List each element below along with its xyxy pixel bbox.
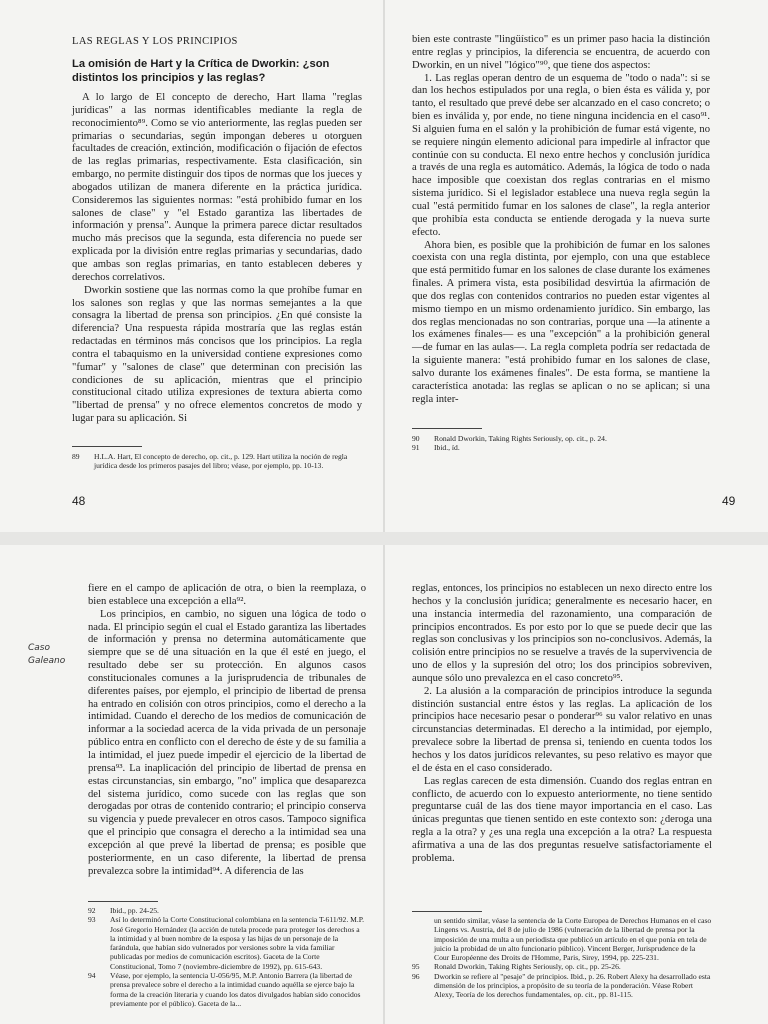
- footnote-rule: [72, 446, 142, 447]
- footnotes: [72, 452, 362, 471]
- page-49: [384, 0, 768, 532]
- footnote: un sentido similar, véase la sentencia de la Corte Europea de Derechos Humanos en el caso Lingens vs. Austria, del 8 de julio de 1986 (vulneración de la libertad de prensa por la imposición de una multa a un periodista que publicó un artículo en el que ponía en tela de juicio la probidad de un alto funcionario público). Vincent Berger, Jurisprudence de la Cour Européenne des Droits de l'Homme, Paris, Sirey, 1994, pp. 225-231.: [434, 916, 712, 963]
- footnote-rule: [88, 901, 158, 902]
- folio: 48: [72, 494, 86, 508]
- paragraph: fiere en el campo de aplicación de otra, o bien la reemplaza, o bien establece una excepción a ella⁹².: [88, 583, 366, 607]
- section-heading: La omisión de Hart y la Crítica de Dworkin: ¿son distintos los principios y las reglas?: [72, 58, 330, 84]
- footnote: 90 Ronald Dworkin, Taking Rights Seriously, op. cit., p. 24.: [412, 434, 607, 443]
- body-text: [412, 34, 710, 406]
- page-48: [0, 0, 384, 532]
- footnotes: [412, 434, 710, 453]
- running-head: LAS REGLAS Y LOS PRINCIPIOS: [72, 36, 238, 47]
- footnote: 96 Dworkin se refiere al "pesaje" de principios. Ibid., p. 26. Robert Alexy ha desarrollado esta dimensión de los principios, a propósito de su teoría de la ponderación. Véase Robert Alexy, Teoría de los derechos fundamentales, op. cit., pp. 81-115.: [412, 971, 711, 1000]
- paragraph: reglas, entonces, los principios no establecen un nexo directo entre los hechos y la conclusión jurídica; generalmente es necesario hacer, en una instancia intermedia del razonamiento, una comparación de principios encontrados. Es por esto por lo que se puede decir que las reglas son conclusivas y los principios son no-conclusivos. Además, la colisión entre principios no se resuelve a través de la supervivencia de uno de ellos y la supresión del otro; los dos principios sobreviven, aunque sólo uno prevalezca en el caso concreto⁹⁵.: [412, 583, 712, 684]
- body-text: [412, 583, 712, 866]
- footnote: 95 Ronald Dworkin, Taking Rights Seriously, op. cit., pp. 25-26.: [412, 962, 621, 972]
- footnote: 89 H.L.A. Hart, El concepto de derecho, op. cit., p. 129. Hart utiliza la noción de regla jurídica desde los primeros pasajes del libro; véase, por ejemplo, pp. 10-13.: [72, 452, 348, 471]
- body-text: [72, 92, 362, 426]
- folio: 49: [722, 494, 736, 508]
- footnote-rule: [412, 911, 482, 912]
- footnote: 93 Así lo determinó la Corte Constitucional colombiana en la sentencia T-611/92. M.P. José Gregorio Hernández (la acción de tutela procede para proteger los derechos a la intimidad y al buen nombre de la esposa y las hijas de un personaje de la farándula, que habían sido vulnerados por versiones sobre la vida familiar publicadas por medios de comunicación escritos). Gaceta de la Corte Constitucional, Tomo 7 (noviembre-diciembre de 1992), pp. 615-643.: [88, 915, 365, 971]
- footnotes: [88, 906, 366, 1008]
- paragraph: A lo largo de El concepto de derecho, Hart llama "reglas jurídicas" a las normas identificables mediante la regla de reconocimiento⁸⁹. Como se vio anteriormente, las reglas pueden ser primarias o secundarias, según impongan deberes u otorguen facultades de creación, extinción, modificación o fijación de efectos de las reglas primarias, respectivamente. Esta clasificación, sin embargo, no permite distinguir dos tipos de normas que los jueces y abogados utilizan de manera diferente en la práctica jurídica. Consideremos las siguientes normas: "está prohibido fumar en los salones de clase" y "el Estado garantiza las libertades de información y prensa". Aunque la primera parece dictar resultados mucho más precisos que la segunda, esta diferencia no puede ser explicada por la división entre reglas primarias y secundarias, dado que ambas son reglas primarias, en tanto establecen deberes y derechos correlativos.: [72, 92, 362, 283]
- handwritten-margin-note: Caso Galeano: [28, 643, 66, 666]
- footnote-rule: [412, 428, 482, 429]
- footnote: 92 Ibid., pp. 24-25.: [88, 906, 159, 915]
- paragraph: Dworkin sostiene que las normas como la que prohíbe fumar en los salones son reglas y que las normas semejantes a la que consagra la libertad de prensa son principios. ¿En qué consiste la diferencia? Una respuesta rápida mostraría que las reglas están redactadas en términos más concisos que los principios. La regla contra el tabaquismo en la universidad contiene expresiones como "fumar" y "salones de clase" que determinan con precisión las condiciones de su aplicación, mientras que el principio constitucional citado utiliza expresiones de textura abierta como "libertad de prensa" y no ofrece elementos concretos de modo y lugar para su aplicación. Si: [72, 284, 362, 425]
- paragraph: bien este contraste "lingüístico" es un primer paso hacia la distinción entre reglas y principios, la diferencia se encuentra, de acuerdo con Dworkin, en un nivel "lógico"⁹⁰, que tiene dos aspectos:: [412, 34, 710, 71]
- page-51: [384, 545, 768, 1024]
- paragraph: Ahora bien, es posible que la prohibición de fumar en los salones coexista con una regla distinta, por ejemplo, con una que establece que está permitido fumar en los salones de clase durante los exámenes finales. A primera vista, esta posibilidad desvirtúa la afirmación de que dos reglas con contenidos contrarios no pueden estar vigentes al mismo tiempo en un mismo ordenamiento jurídico. Sin embargo, las dos reglas mencionadas no son contrarias, porque una —la atinente a los exámenes finales— es una "excepción" a la prohibición general —de fumar en las aulas—. La regla completa podría ser redactada de la siguiente manera: "está prohibido fumar en los salones de clase, salvo durante los exámenes finales". De esta forma, se mantiene la característica anotada: las reglas se aplican o no se aplican; si una regla inter-: [412, 239, 710, 405]
- footnote: 91 Ibid., íd.: [412, 443, 460, 453]
- paragraph: 2. La alusión a la comparación de principios introduce la segunda distinción sustancial entre éstos y las reglas. La aplicación de los principios hace necesario pesar o ponderar⁹⁶ su valor relativo en unas circunstancias determinadas. El derecho a la intimidad, por ejemplo, prevalece sobre la libertad de prensa si, teniendo en cuenta todos los hechos y los datos jurídicos relevantes, su peso relativo es mayor que el de ésta en el caso considerado.: [412, 685, 712, 774]
- page-50: [0, 545, 384, 1024]
- paragraph: Las reglas carecen de esta dimensión. Cuando dos reglas entran en conflicto, de acuerdo con lo expuesto anteriormente, no tiene sentido preguntarse cuál de las dos tiene mayor importancia en el caso. Las únicas preguntas que tienen sentido en este contexto son: ¿deroga una regla a la otra? y ¿es una regla una excepción a la otra? La respuesta afirmativa a una de las dos preguntas resuelve satisfactoriamente el problema.: [412, 775, 712, 864]
- footnote: 94 Véase, por ejemplo, la sentencia U-056/95, M.P. Antonio Barrera (la libertad de prensa prevalece sobre el derecho a la intimidad cuando aquélla se ejerce bajo la forma de la creación literaria y cuando los datos divulgados habían sido conocidos previamente por el público). Gaceta de la...: [88, 971, 361, 1008]
- body-text: [88, 583, 366, 878]
- scan-gap: [0, 532, 768, 545]
- footnotes: [412, 916, 712, 1000]
- paragraph: 1. Las reglas operan dentro de un esquema de "todo o nada": si se dan los hechos estipulados por una regla, o bien ésta es válida y, por tanto, el resultado que prevé debe ser alcanzado en el caso concreto; o bien es inválida y, por ende, no tiene ninguna incidencia en el caso⁹¹. Si alguien fuma en el salón y la prohibición de fumar está vigente, no se requiere ningún elemento adicional para impedirle al infractor que continúe con su conducta. El nexo entre hechos y conclusión jurídica a través de una regla es automático. Además, la lógica de todo o nada hace imposible que coexistan dos reglas contrarias en el mismo sistema jurídico. Si el legislador establece una nueva regla según la cual "está permitido fumar en los salones de clase", la regla anterior que prohibía esta conducta se entiende derogada y la nueva surte efecto.: [412, 72, 710, 238]
- paragraph: Los principios, en cambio, no siguen una lógica de todo o nada. El principio según el cual el Estado garantiza las libertades de información y prensa no determina automáticamente que siempre que se dé una situación en la que él esté en juego, el resultado debe ser su protección. En algunos casos constitucionales comunes a la jurisprudencia de tribunales de diferentes países, por ejemplo, el principio de libertad de prensa ha entrado en colisión con otros principios, como el derecho a la intimidad. Cuando el derecho de los medios de comunicación de informar a la sociedad acerca de la vida privada de un personaje público entra en conflicto con el derecho de éste y de su familia a la intimidad, el juez puede impedir el ejercicio de la libertad de prensa⁹³. La inaplicación del principio de libertad de prensa en estas circunstancias, sin embargo, "no" implica que desaparezca del sistema jurídico, como sucede con las reglas que son derogadas por otras de contenido contrario; el principio conserva su vigencia y puede prevalecer en otros casos. Tampoco significa que el principio que consagra el derecho a la intimidad sea una excepción al que prevé la libertad de prensa; es posible que posteriormente, en un caso diferente, la libertad de prensa prevalezca sobre la intimidad⁹⁴. A diferencia de las: [88, 608, 366, 877]
